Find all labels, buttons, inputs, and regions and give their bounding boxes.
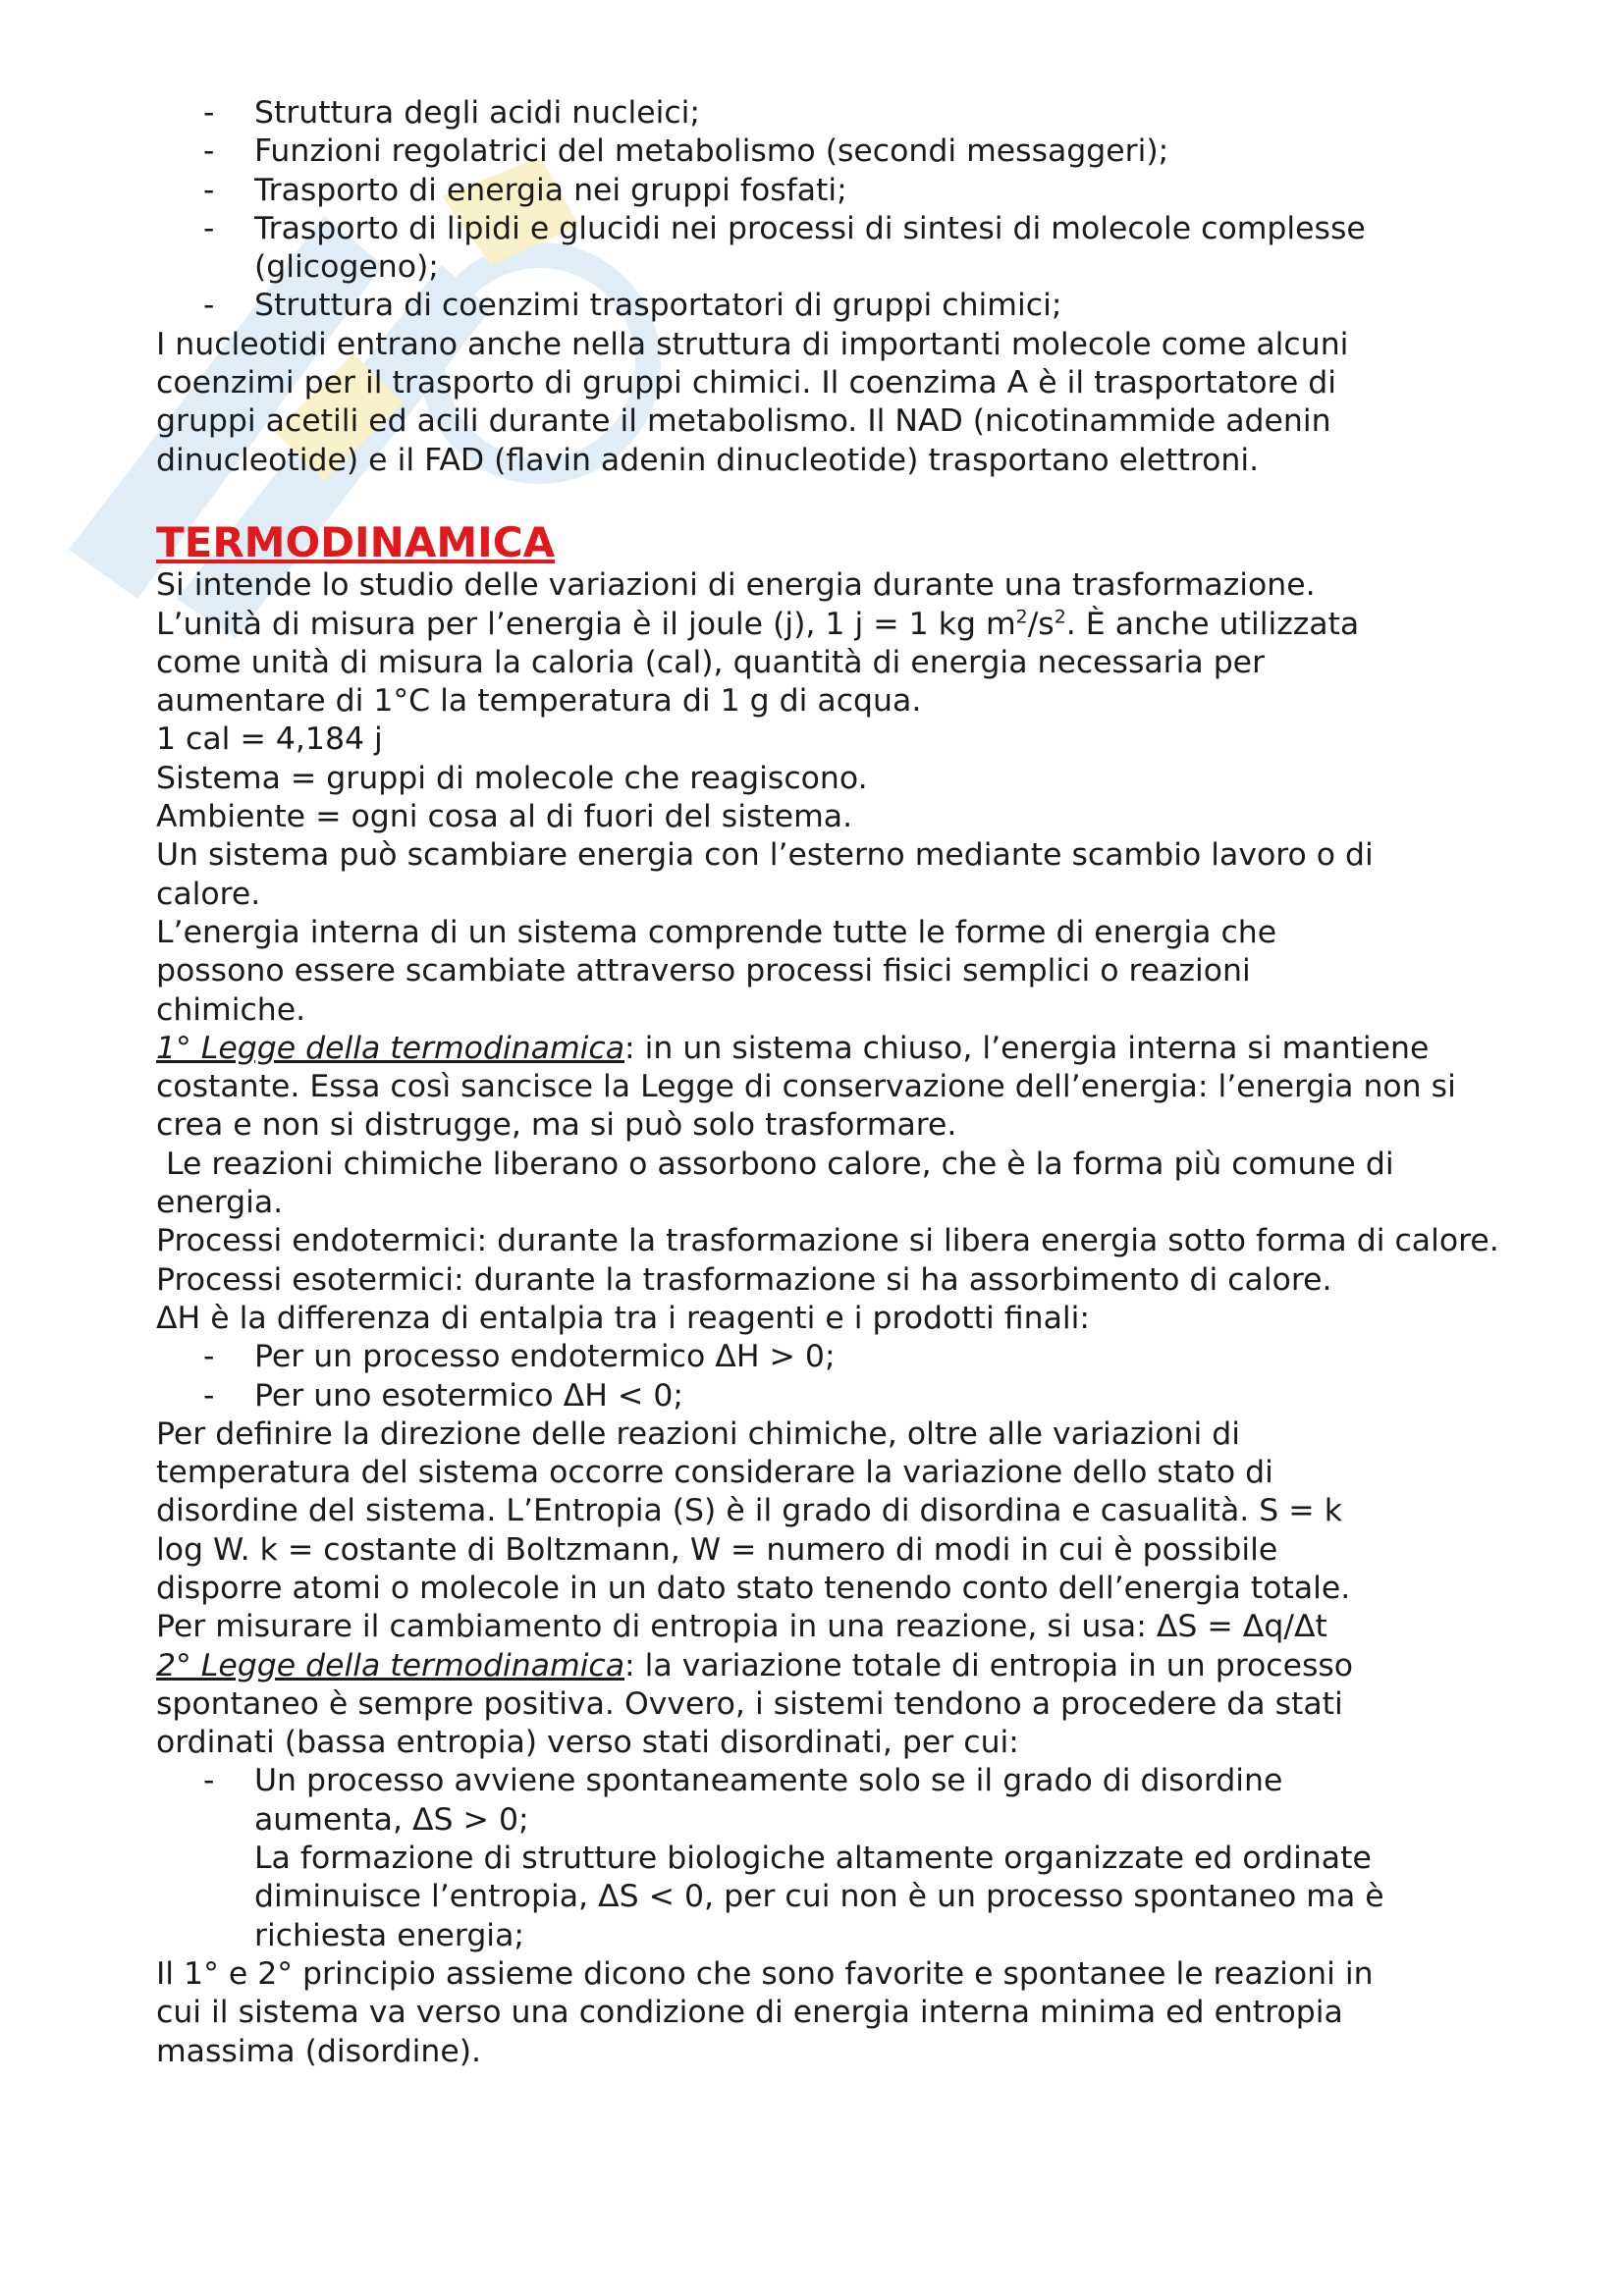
text-line: Per definire la direzione delle reazioni chimiche, oltre alle variazioni di — [156, 1415, 1241, 1452]
text-line: Il 1° e 2° principio assieme dicono che sono favorite e spontanee le reazioni in — [156, 1955, 1374, 1992]
second-law-list — [156, 1762, 1590, 1954]
list-item: - Per uno esotermico ΔH < 0; — [203, 1377, 683, 1414]
intro-list — [156, 94, 1590, 326]
text-line: Sistema = gruppi di molecole che reagiscono. — [156, 760, 868, 796]
document-page — [156, 94, 1590, 2071]
second-law-label: 2° Legge della termodinamica — [156, 1647, 625, 1683]
list-item-continuation: (glicogeno); — [254, 249, 439, 286]
list-item: - Struttura degli acidi nucleici; — [203, 95, 701, 131]
text-line: energia. — [156, 1185, 284, 1221]
list-item: - Struttura di coenzimi trasportatori di gruppi chimici; — [203, 288, 1062, 324]
list-item: - Per un processo endotermico ΔH > 0; — [203, 1339, 836, 1375]
text-line: come unità di misura la caloria (cal), quantità di energia necessaria per — [156, 644, 1266, 680]
second-law-line: 2° Legge della termodinamica: la variazione totale di entropia in un processo — [156, 1647, 1354, 1683]
text-line: costante. Essa così sancisce la Legge di conservazione dell’energia: l’energia non si — [156, 1069, 1456, 1105]
text-line: gruppi acetili ed acili durante il metabolismo. Il NAD (nicotinammide adenin — [156, 403, 1331, 440]
text-line: 1 cal = 4,184 j — [156, 721, 383, 758]
text-line: Le reazioni chimiche liberano o assorbono calore, che è la forma più comune di — [166, 1146, 1394, 1182]
enthalpy-list — [156, 1338, 1590, 1415]
list-item: - Trasporto di lipidi e glucidi nei processi di sintesi di molecole complesse — [203, 210, 1366, 246]
text-line: spontaneo è sempre positiva. Ovvero, i sistemi tendono a procedere da stati — [156, 1685, 1343, 1722]
text-line: possono essere scambiate attraverso processi fisici semplici o reazioni — [156, 953, 1251, 989]
text-line: cui il sistema va verso una condizione di energia interna minima ed entropia — [156, 1995, 1343, 2031]
list-item-continuation: richiesta energia; — [254, 1917, 524, 1953]
text-line: massima (disordine). — [156, 2033, 482, 2069]
text-line: Processi endotermici: durante la trasformazione si libera energia sotto forma di calore. — [156, 1223, 1499, 1259]
text-line: ordinati (bassa entropia) verso stati disordinati, per cui: — [156, 1725, 1019, 1761]
first-law-label: 1° Legge della termodinamica — [156, 1030, 625, 1066]
text-line: disporre atomi o molecole in un dato stato tenendo conto dell’energia totale. — [156, 1570, 1351, 1606]
text-line: Per misurare il cambiamento di entropia in una reazione, si usa: ΔS = Δq/Δt — [156, 1609, 1327, 1645]
text-line: crea e non si distrugge, ma si può solo trasformare. — [156, 1107, 957, 1144]
text-line: temperatura del sistema occorre considerare la variazione dello stato di — [156, 1455, 1273, 1491]
definition-line: Si intende lo studio delle variazioni di energia durante una trasformazione. — [156, 567, 1316, 604]
list-item-continuation: aumenta, ΔS > 0; — [254, 1801, 529, 1838]
text-line: aumentare di 1°C la temperatura di 1 g di acqua. — [156, 683, 922, 720]
list-item: - Un processo avviene spontaneamente solo se il grado di disordine — [203, 1763, 1283, 1799]
text-line: dinucleotide) e il FAD (flavin adenin dinucleotide) trasportano elettroni. — [156, 442, 1260, 478]
text-line: calore. — [156, 876, 261, 912]
first-law-line: 1° Legge della termodinamica: in un sistema chiuso, l’energia interna si mantiene — [156, 1030, 1430, 1066]
text-line: chimiche. — [156, 991, 306, 1028]
list-item: - Trasporto di energia nei gruppi fosfati; — [203, 172, 847, 208]
text-line: L’energia interna di un sistema comprende tutte le forme di energia che — [156, 914, 1277, 950]
text-line: Processi esotermici: durante la trasformazione si ha assorbimento di calore. — [156, 1261, 1332, 1298]
text-line: Ambiente = ogni cosa al di fuori del sistema. — [156, 799, 853, 835]
intro-paragraph — [156, 326, 1590, 480]
text-line: Un sistema può scambiare energia con l’esterno mediante scambio lavoro o di — [156, 837, 1374, 874]
text-line: log W. k = costante di Boltzmann, W = numero di modi in cui è possibile — [156, 1531, 1278, 1568]
list-item-continuation: La formazione di strutture biologiche altamente organizzate ed ordinate — [254, 1841, 1372, 1877]
list-item: - Funzioni regolatrici del metabolismo (secondi messaggeri); — [203, 133, 1169, 170]
text-line: coenzimi per il trasporto di gruppi chimici. Il coenzima A è il trasportatore di — [156, 365, 1337, 401]
text-line: I nucleotidi entrano anche nella struttura di importanti molecole come alcuni — [156, 326, 1349, 362]
text-line: ΔH è la differenza di entalpia tra i reagenti e i prodotti finali: — [156, 1300, 1090, 1336]
list-item-continuation: diminuisce l’entropia, ΔS < 0, per cui non è un processo spontaneo ma è — [254, 1879, 1384, 1915]
unit-line: L’unità di misura per l’energia è il joule (j), 1 j = 1 kg $m^2/s^2$. È anche utilizzata — [156, 606, 1360, 642]
section-title: TERMODINAMICA — [156, 517, 556, 566]
text-line: disordine del sistema. L’Entropia (S) è il grado di disordina e casualità. S = k — [156, 1493, 1342, 1529]
